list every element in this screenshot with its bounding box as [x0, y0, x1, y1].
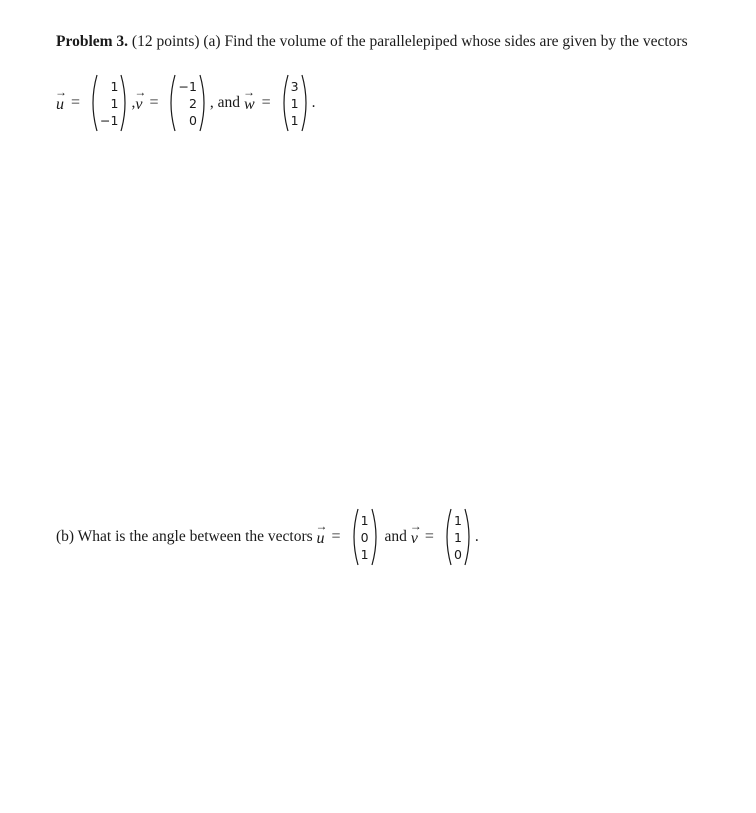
- equals-sign: =: [424, 528, 434, 545]
- problem-label: Problem 3.: [56, 33, 129, 50]
- right-paren: [199, 74, 208, 132]
- right-paren: [371, 508, 380, 566]
- problem-statement: [56, 32, 708, 51]
- right-paren: [301, 74, 310, 132]
- vector-entry: 1: [290, 95, 299, 111]
- vector-entry: 0: [360, 529, 369, 545]
- vector-entry: 0: [453, 546, 462, 562]
- part-a-vectors: [56, 72, 315, 134]
- vector-u-symbol: → u: [315, 519, 328, 547]
- vector-u-entries: [98, 78, 120, 129]
- joiner-and: and: [384, 528, 407, 545]
- left-paren: [89, 74, 98, 132]
- vector-entry: 1: [110, 95, 119, 111]
- vector-entry: 2: [188, 95, 197, 111]
- left-paren: [350, 508, 359, 566]
- vector-entry: −1: [178, 78, 197, 94]
- vector-entry: −1: [100, 112, 119, 128]
- vector-u-matrix: [89, 74, 129, 132]
- right-paren: [120, 74, 129, 132]
- vector-v-entries: [452, 512, 464, 563]
- vector-entry: 1: [360, 512, 369, 528]
- vector-entry: 3: [290, 78, 299, 94]
- equals-sign: =: [261, 94, 271, 111]
- vector-w-entries: [289, 78, 301, 129]
- separator-comma: ,: [131, 94, 136, 111]
- right-paren: [464, 508, 473, 566]
- vector-u-symbol: → u: [55, 85, 67, 113]
- end-period: .: [311, 94, 316, 111]
- vector-u-entries: [359, 512, 371, 563]
- equals-sign: =: [149, 94, 159, 111]
- left-paren: [167, 74, 176, 132]
- vector-v-symbol: → v: [134, 85, 147, 113]
- part-b-question: [56, 506, 479, 568]
- vector-entry: 1: [453, 512, 462, 528]
- vector-v-matrix: [167, 74, 207, 132]
- part-b-text: (b) What is the angle between the vectors: [56, 528, 313, 545]
- vector-w-matrix: [280, 74, 310, 132]
- problem-intro-text: (12 points) (a) Find the volume of the parallelepiped whose sides are given by the vectors: [128, 33, 688, 50]
- vector-v-matrix: [443, 508, 473, 566]
- vector-w-symbol: → w: [242, 85, 255, 113]
- separator-and: , and: [209, 94, 241, 111]
- end-period: .: [474, 528, 479, 545]
- left-paren: [280, 74, 289, 132]
- vector-entry: 1: [290, 112, 299, 128]
- equals-sign: =: [71, 94, 81, 111]
- equals-sign: =: [331, 528, 341, 545]
- vector-v-entries: [176, 78, 198, 129]
- vector-entry: 1: [360, 546, 369, 562]
- vector-entry: 0: [188, 112, 197, 128]
- vector-entry: 1: [110, 78, 119, 94]
- vector-v-symbol: → v: [409, 519, 422, 547]
- left-paren: [443, 508, 452, 566]
- vector-u-matrix: [350, 508, 380, 566]
- vector-entry: 1: [453, 529, 462, 545]
